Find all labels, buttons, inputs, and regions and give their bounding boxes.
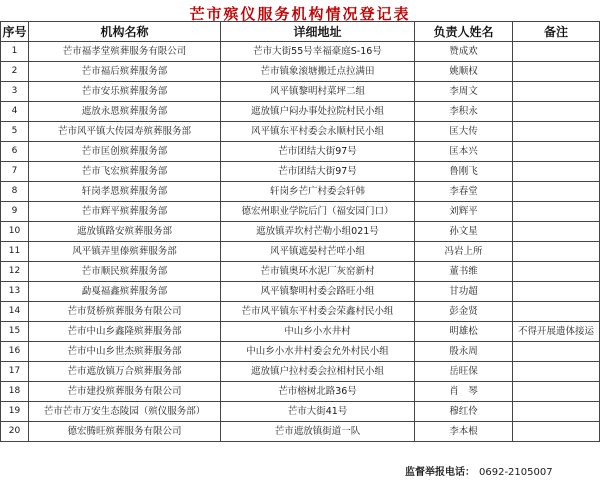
cell-index: 16 [1,342,29,362]
cell-index: 19 [1,402,29,422]
table-row [1,382,600,402]
cell-institution-name: 芒市风平镇大传园寿殡葬服务部 [29,122,221,142]
table-row [1,202,600,222]
cell-remarks: 不得开展遗体接运 [513,322,600,342]
table-row [1,82,600,102]
cell-institution-name: 遮放永恩殡葬服务部 [29,102,221,122]
cell-index: 20 [1,422,29,442]
cell-index: 6 [1,142,29,162]
cell-person-in-charge: 彭金贤 [415,302,513,322]
cell-address: 中山乡小水井村 [221,322,415,342]
cell-address: 芒市大街41号 [221,402,415,422]
hotline-phone: 0692-2105007 [479,467,553,478]
cell-institution-name: 芒市辉平殡葬服务部 [29,202,221,222]
cell-address: 风平镇黎明村菜坪二组 [221,82,415,102]
cell-person-in-charge: 李春堂 [415,182,513,202]
cell-address: 芒市遮放镇街道一队 [221,422,415,442]
table-row [1,142,600,162]
cell-index: 8 [1,182,29,202]
cell-address: 遮放镇弄坎村芒勒小组021号 [221,222,415,242]
cell-index: 11 [1,242,29,262]
table-row [1,162,600,182]
cell-person-in-charge: 鲁刚飞 [415,162,513,182]
cell-institution-name: 芒市匡创殡葬服务部 [29,142,221,162]
cell-remarks [513,342,600,362]
cell-institution-name: 芒市中山乡鑫隆殡葬服务部 [29,322,221,342]
cell-index: 17 [1,362,29,382]
header-remarks: 备注 [513,22,600,42]
cell-institution-name: 德宏腾旺殡葬服务有限公司 [29,422,221,442]
cell-person-in-charge: 赞成欢 [415,42,513,62]
cell-remarks [513,282,600,302]
cell-index: 13 [1,282,29,302]
cell-remarks [513,302,600,322]
cell-address: 芒市镇奥环水泥厂灰窑新村 [221,262,415,282]
cell-address: 风平镇遮晏村芒咩小组 [221,242,415,262]
cell-person-in-charge: 殷永周 [415,342,513,362]
cell-address: 中山乡小水井村委会允外村民小组 [221,342,415,362]
cell-index: 7 [1,162,29,182]
cell-remarks [513,122,600,142]
cell-person-in-charge: 李周文 [415,82,513,102]
cell-index: 4 [1,102,29,122]
cell-person-in-charge: 孙文星 [415,222,513,242]
header-address: 详细地址 [221,22,415,42]
cell-index: 10 [1,222,29,242]
table-row [1,322,600,342]
cell-index: 14 [1,302,29,322]
cell-institution-name: 轩岗孝恩殡葬服务部 [29,182,221,202]
table-row [1,422,600,442]
cell-index: 3 [1,82,29,102]
cell-address: 遮放镇户拉村委会拉相村民小组 [221,362,415,382]
cell-person-in-charge: 岳旺保 [415,362,513,382]
cell-address: 芒市大街55号幸福豪庭S-16号 [221,42,415,62]
cell-remarks [513,142,600,162]
cell-address: 轩岗乡芒广村委会轩韩 [221,182,415,202]
table-row [1,342,600,362]
cell-index: 1 [1,42,29,62]
table-row [1,262,600,282]
cell-remarks [513,422,600,442]
cell-person-in-charge: 甘功超 [415,282,513,302]
table-header-row [1,22,600,42]
cell-institution-name: 芒市福后殡葬服务部 [29,62,221,82]
cell-institution-name: 芒市遮放镇万合殡葬服务部 [29,362,221,382]
table-row [1,302,600,322]
registration-table [0,21,600,442]
table-row [1,362,600,382]
cell-remarks [513,162,600,182]
hotline-label: 监督举报电话： [405,467,475,478]
cell-person-in-charge: 刘辉平 [415,202,513,222]
cell-person-in-charge: 冯岩上所 [415,242,513,262]
cell-institution-name: 芒市福孝堂殡葬服务有限公司 [29,42,221,62]
cell-institution-name: 风平镇弄里傣殡葬服务部 [29,242,221,262]
cell-address: 风平镇东平村委会永顺村民小组 [221,122,415,142]
cell-index: 5 [1,122,29,142]
table-row [1,62,600,82]
cell-index: 15 [1,322,29,342]
cell-index: 18 [1,382,29,402]
cell-address: 芒市镇象滚塘搬迁点拉满田 [221,62,415,82]
cell-address: 芒市团结大街97号 [221,142,415,162]
cell-institution-name: 芒市芒市万安生态陵园（殡仪服务部） [29,402,221,422]
header-person-in-charge: 负责人姓名 [415,22,513,42]
cell-institution-name: 芒市建投殡葬服务有限公司 [29,382,221,402]
cell-address: 风平镇黎明村委会路旺小组 [221,282,415,302]
table-row [1,102,600,122]
cell-index: 2 [1,62,29,82]
cell-institution-name: 遮放镇路安殡葬服务部 [29,222,221,242]
table-row [1,402,600,422]
cell-remarks [513,242,600,262]
cell-remarks [513,62,600,82]
table-row [1,182,600,202]
cell-index: 9 [1,202,29,222]
cell-index: 12 [1,262,29,282]
cell-remarks [513,382,600,402]
cell-person-in-charge: 明雄松 [415,322,513,342]
cell-remarks [513,362,600,382]
cell-address: 芒市团结大街97号 [221,162,415,182]
header-index: 序号 [1,22,29,42]
cell-remarks [513,82,600,102]
cell-person-in-charge: 董书维 [415,262,513,282]
header-institution-name: 机构名称 [29,22,221,42]
cell-institution-name: 芒市贤桥殡葬服务有限公司 [29,302,221,322]
cell-institution-name: 勐戛福鑫殡葬服务部 [29,282,221,302]
cell-person-in-charge: 匡本兴 [415,142,513,162]
cell-address: 德宏州职业学院后门（福安园门口） [221,202,415,222]
cell-remarks [513,42,600,62]
cell-person-in-charge: 匡大传 [415,122,513,142]
cell-institution-name: 芒市顺民殡葬服务部 [29,262,221,282]
cell-person-in-charge: 姚顺权 [415,62,513,82]
cell-address: 芒市榕树北路36号 [221,382,415,402]
cell-institution-name: 芒市安乐殡葬服务部 [29,82,221,102]
table-row [1,282,600,302]
table-row [1,122,600,142]
cell-remarks [513,182,600,202]
supervision-hotline [405,463,600,479]
cell-remarks [513,402,600,422]
cell-remarks [513,222,600,242]
table-row [1,42,600,62]
cell-person-in-charge: 肖 琴 [415,382,513,402]
cell-address: 芒市风平镇东平村委会荣鑫村民小组 [221,302,415,322]
cell-person-in-charge: 李积永 [415,102,513,122]
cell-institution-name: 芒市中山乡世杰殡葬服务部 [29,342,221,362]
cell-institution-name: 芒市飞宏殡葬服务部 [29,162,221,182]
table-row [1,222,600,242]
cell-person-in-charge: 李本根 [415,422,513,442]
table-body [1,42,600,442]
cell-remarks [513,102,600,122]
cell-address: 遮放镇户闷办事处拉院村民小组 [221,102,415,122]
cell-remarks [513,262,600,282]
cell-remarks [513,202,600,222]
page-title: 芒市殡仪服务机构情况登记表 [189,5,411,23]
table-row [1,242,600,262]
cell-person-in-charge: 穆红伶 [415,402,513,422]
